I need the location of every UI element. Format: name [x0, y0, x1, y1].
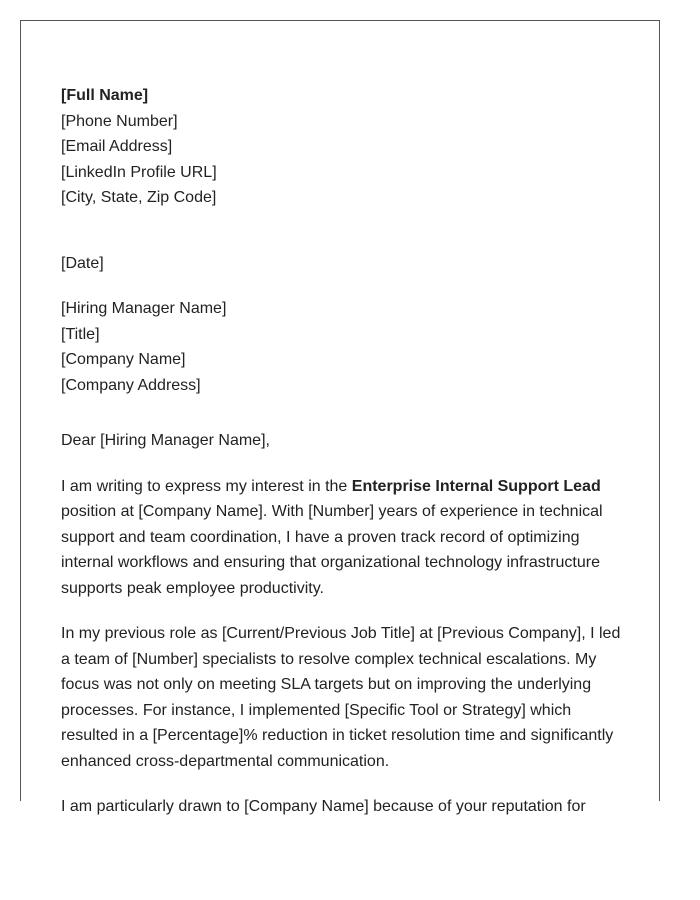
recipient-company: [Company Name] — [61, 351, 186, 368]
body-paragraph-2: In my previous role as [Current/Previous Job Title] at [Previous Company], I led a team of [Number] specialists to resolve complex technical escalations. My focus was not only on meeting SLA targets but on improving the underlying processes. For instance, I implemented [Specific Tool or Strategy] which resulted in a [Percentage]% reduction in ticket resolution time and significantly enhanced cross-departmental communication. — [61, 625, 621, 770]
spacer — [61, 276, 621, 296]
date-block — [61, 251, 621, 277]
sender-full-name: [Full Name] — [61, 87, 149, 104]
spacer — [61, 211, 621, 251]
sender-linkedin: [LinkedIn Profile URL] — [61, 163, 217, 181]
recipient-address: [Company Address] — [61, 376, 201, 394]
job-title-emphasis: Enterprise Internal Support Lead — [351, 477, 601, 495]
cover-letter — [61, 83, 621, 840]
salutation: Dear [Hiring Manager Name], — [61, 432, 270, 449]
paragraph-text: position at [Company Name]. With [Number] years of experience in technical support and team coordination, I have a proven track record of optimizing internal workflows and ensuring that organizational technology infrastructure supports peak employee productivity. — [61, 503, 603, 597]
body-paragraph-1 — [61, 474, 621, 602]
sender-location: [City, State, Zip Code] — [61, 189, 217, 206]
body-paragraph-3: I am particularly drawn to [Company Name] because of your reputation for — [61, 798, 586, 815]
sender-block — [61, 83, 621, 211]
sender-phone: [Phone Number] — [61, 112, 178, 130]
paragraph-text: I am writing to express my interest in the — [61, 477, 352, 495]
letter-date: [Date] — [61, 254, 104, 272]
document-page — [20, 20, 660, 815]
recipient-block — [61, 296, 621, 398]
sender-email: [Email Address] — [61, 138, 173, 155]
recipient-title: [Title] — [61, 325, 100, 343]
spacer — [61, 398, 621, 428]
recipient-name: [Hiring Manager Name] — [61, 300, 227, 317]
